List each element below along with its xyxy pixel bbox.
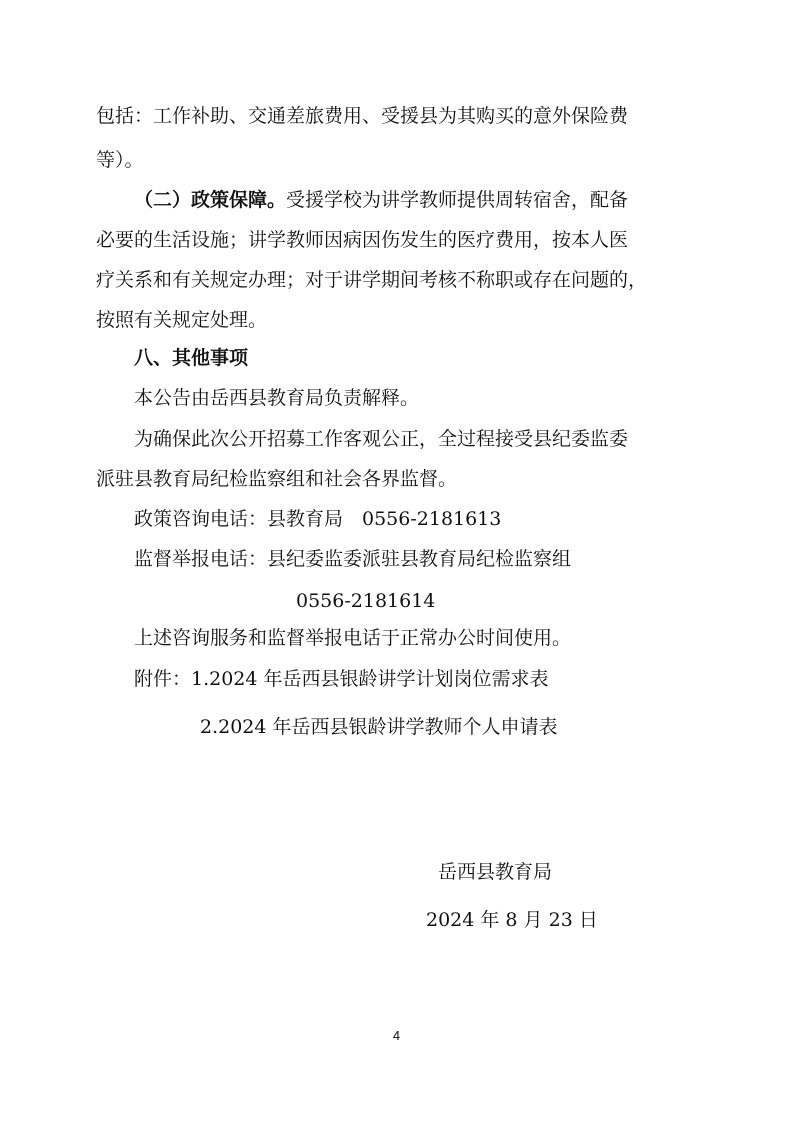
paragraph-line: 等）。 <box>96 149 144 171</box>
paragraph-line: 上述咨询服务和监督举报电话于正常办公时间使用。 <box>134 627 572 649</box>
page-number: 4 <box>392 1028 401 1043</box>
paragraph-text: 受援学校为讲学教师提供周转宿舍，配备 <box>286 189 629 211</box>
paragraph-line: 疗关系和有关规定办理；对于讲学期间考核不称职或存在问题的， <box>96 269 648 291</box>
attachment-item: 2.2024 年岳西县银龄讲学教师个人申请表 <box>200 716 558 738</box>
paragraph-line: 包括：工作补助、交通差旅费用、受援县为其购买的意外保险费 <box>96 105 629 127</box>
signature-org: 岳西县教育局 <box>438 861 553 883</box>
consult-phone-line: 政策咨询电话：县教育局 0556-2181613 <box>134 508 502 530</box>
section-heading: 八、其他事项 <box>134 347 249 369</box>
paragraph-line: 必要的生活设施；讲学教师因病因伤发生的医疗费用，按本人医 <box>96 229 629 251</box>
paragraph-line: 派驻县教育局纪检监察组和社会各界监督。 <box>96 468 458 490</box>
attachment-item: 附件：1.2024 年岳西县银龄讲学计划岗位需求表 <box>134 668 549 690</box>
report-phone-line: 监督举报电话：县纪委监委派驻县教育局纪检监察组 <box>134 548 572 570</box>
paragraph-line <box>134 188 628 212</box>
paragraph-line: 本公告由岳西县教育局负责解释。 <box>134 387 420 409</box>
signature-date: 2024 年 8 月 23 日 <box>426 909 598 931</box>
subsection-heading: （二）政策保障。 <box>134 189 287 211</box>
paragraph-line: 按照有关规定处理。 <box>96 309 268 331</box>
paragraph-line: 为确保此次公开招募工作客观公正，全过程接受县纪委监委 <box>134 428 629 450</box>
report-phone-number: 0556-2181614 <box>296 590 436 612</box>
